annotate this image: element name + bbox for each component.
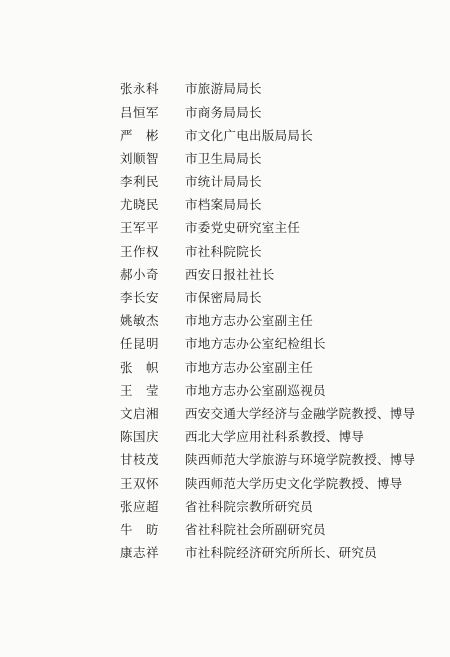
member-name: 吕恒军 [120,104,160,120]
member-name: 刘顺智 [120,150,160,166]
list-item [120,240,430,263]
list-item [120,472,430,495]
list-item [120,217,430,240]
member-title: 西北大学应用社科系教授、博导 [185,429,365,445]
member-name: 郝小奇 [120,266,160,282]
list-item [120,171,430,194]
list-item [120,379,430,402]
list-item [120,148,430,171]
member-title: 市社科院院长 [185,243,262,259]
member-title: 市社科院经济研究所所长、研究员 [185,545,378,561]
member-name: 张应超 [120,498,160,514]
list-item [120,519,430,542]
list-item [120,78,430,101]
member-name: 姚敏杰 [120,313,160,329]
member-title: 市商务局局长 [185,104,262,120]
member-title: 市委党史研究室主任 [185,220,301,236]
member-title: 市档案局局长 [185,197,262,213]
member-name: 王双怀 [120,475,160,491]
member-name: 张 帜 [120,359,160,375]
member-title: 省社科院社会所副研究员 [185,521,326,537]
member-title: 市地方志办公室副主任 [185,313,314,329]
member-title: 市文化广电出版局局长 [185,127,314,143]
member-name: 王军平 [120,220,160,236]
member-name: 李长安 [120,290,160,306]
member-name: 李利民 [120,174,160,190]
member-name: 张永科 [120,81,160,97]
member-name: 文启湘 [120,405,160,421]
member-name: 王作权 [120,243,160,259]
list-item [120,356,430,379]
member-name: 王 莹 [120,382,160,398]
member-title: 市保密局局长 [185,290,262,306]
member-list [120,78,430,565]
member-name: 甘枝茂 [120,452,160,468]
member-title: 西安交通大学经济与金融学院教授、博导 [185,405,416,421]
list-item [120,426,430,449]
list-item [120,449,430,472]
member-title: 市地方志办公室副巡视员 [185,382,326,398]
list-item [120,542,430,565]
member-title: 市旅游局局长 [185,81,262,97]
member-name: 康志祥 [120,545,160,561]
member-name: 尤晓民 [120,197,160,213]
member-title: 市统计局局长 [185,174,262,190]
list-item [120,495,430,518]
member-name: 严 彬 [120,127,160,143]
list-item [120,194,430,217]
member-name: 任昆明 [120,336,160,352]
list-item [120,264,430,287]
member-title: 市地方志办公室纪检组长 [185,336,326,352]
member-name: 陈国庆 [120,429,160,445]
list-item [120,287,430,310]
member-title: 陕西师范大学旅游与环境学院教授、博导 [185,452,416,468]
list-item [120,124,430,147]
member-title: 西安日报社社长 [185,266,275,282]
member-title: 市卫生局局长 [185,150,262,166]
member-title: 市地方志办公室副主任 [185,359,314,375]
list-item [120,101,430,124]
list-item [120,403,430,426]
list-item [120,333,430,356]
member-title: 陕西师范大学历史文化学院教授、博导 [185,475,403,491]
member-name: 牛 昉 [120,521,160,537]
list-item [120,310,430,333]
member-title: 省社科院宗教所研究员 [185,498,314,514]
